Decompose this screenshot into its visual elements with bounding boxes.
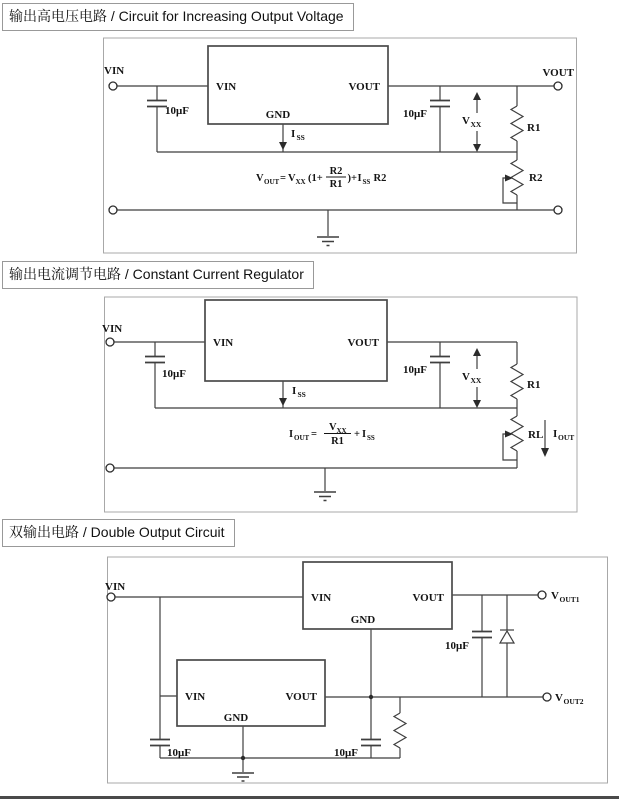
formula-iss-sub: SS (362, 178, 371, 186)
formula-frac-den: R1 (329, 179, 343, 190)
formula-vxx-sub: XX (295, 178, 306, 186)
ground-symbol (317, 237, 339, 246)
capacitor-value: 10μF (334, 747, 358, 759)
output2-capacitor (334, 740, 381, 760)
vout1-terminal-label (551, 590, 580, 604)
gnd-terminal-right (554, 206, 562, 214)
vin-terminal (106, 338, 114, 346)
formula-tail: R2 (373, 173, 387, 184)
rheostat-rl (503, 416, 543, 460)
wiper-arrow-icon (505, 431, 513, 438)
formula-frac-den: R1 (331, 436, 344, 447)
circuit-increasing-output-voltage (0, 32, 619, 260)
section-heading-double-output (2, 519, 235, 547)
arrow-down-icon (473, 144, 481, 152)
vout-terminal (554, 82, 562, 90)
ic-pin-vin: VIN (216, 81, 237, 93)
vin-terminal (109, 82, 117, 90)
ground-symbol (232, 773, 254, 781)
iout-current-arrow (541, 420, 574, 457)
resistor-r1 (511, 106, 540, 141)
iss-subscript: SS (296, 133, 305, 142)
ic-pin-vin: VIN (213, 337, 234, 349)
wiper-arrow-icon (505, 175, 513, 182)
arrow-down-icon (473, 400, 481, 408)
ic-pin-vin: VIN (311, 592, 332, 604)
resistor-label: R2 (529, 172, 543, 184)
output-current-formula (289, 422, 375, 447)
formula-plus: + (354, 429, 360, 440)
ground-symbol (314, 492, 336, 501)
vxx-subscript: XX (470, 120, 482, 129)
capacitor-symbol (361, 740, 381, 746)
formula-lhs: I (289, 429, 294, 440)
resistor-zigzag (511, 416, 523, 451)
formula-lhs: V (256, 173, 264, 184)
vin-terminal-label: VIN (105, 581, 126, 593)
ic-pin-vin: VIN (185, 691, 206, 703)
input-capacitor (147, 101, 189, 118)
formula-iss-sub: SS (367, 434, 375, 442)
vout2-main: V (555, 692, 563, 704)
formula-open: (1+ (308, 173, 323, 184)
resistor-label: R1 (527, 379, 541, 391)
junction-dot (369, 695, 373, 699)
gnd-terminal-left (106, 464, 114, 472)
vout2-terminal-label (555, 692, 584, 706)
load-resistor (394, 713, 406, 748)
formula-equals: = (280, 173, 286, 184)
diode (500, 630, 514, 643)
vin-terminal-label: VIN (104, 65, 125, 77)
capacitor-value: 10μF (162, 368, 186, 380)
vxx-voltage-annotation (462, 348, 482, 408)
capacitor-symbol (472, 632, 492, 638)
resistor-zigzag (511, 160, 523, 195)
formula-close: )+ (347, 173, 357, 184)
resistor-label: RL (528, 429, 544, 441)
arrow-down-icon (279, 142, 287, 150)
junction-dot (241, 756, 245, 760)
ground-bars (317, 237, 339, 246)
formula-frac-num: V (329, 422, 337, 433)
vin-terminal-label: VIN (102, 323, 123, 335)
iout-subscript: OUT (558, 433, 575, 442)
vxx-voltage-annotation (462, 92, 482, 152)
capacitor-value: 10μF (445, 640, 469, 652)
output-capacitor (403, 101, 450, 121)
ic-pin-gnd: GND (350, 614, 376, 626)
vout1-subscript: OUT1 (559, 595, 580, 604)
vout2-terminal (543, 693, 551, 701)
formula-lhs-sub: OUT (264, 178, 280, 186)
formula-frac-num: R2 (329, 166, 343, 177)
circuit-constant-current-regulator (0, 285, 619, 518)
ground-bars (314, 492, 336, 501)
input-capacitor (145, 357, 186, 381)
vin-terminal (107, 593, 115, 601)
ic-pin-gnd: GND (265, 109, 291, 121)
ground-bars (232, 773, 254, 781)
ic-pin-vout: VOUT (347, 337, 379, 349)
capacitor-symbol (147, 101, 167, 107)
formula-iss: I (362, 429, 367, 440)
resistor-zigzag (394, 713, 406, 748)
vxx-label: V (462, 115, 470, 127)
section-heading-increase-voltage (2, 3, 354, 31)
formula-lhs-sub: OUT (294, 434, 310, 442)
wiper-lead (503, 434, 517, 460)
ic-pin-vout: VOUT (285, 691, 317, 703)
formula-equals: = (311, 429, 317, 440)
vout1-terminal (538, 591, 546, 599)
vxx-subscript: XX (470, 376, 482, 385)
capacitor-value: 10μF (167, 747, 191, 759)
capacitor-symbol (145, 357, 165, 363)
input-capacitor (150, 740, 191, 760)
formula-vxx: V (288, 173, 296, 184)
capacitor-symbol (430, 101, 450, 107)
ic-pin-gnd: GND (223, 712, 249, 724)
arrow-up-icon (473, 348, 481, 356)
capacitor-symbol (150, 740, 170, 746)
iss-subscript: SS (297, 390, 306, 399)
ic-pin-vout: VOUT (348, 81, 380, 93)
capacitor-symbol (430, 357, 450, 363)
vxx-label: V (462, 371, 470, 383)
arrow-down-icon (279, 398, 287, 406)
output1-capacitor (445, 632, 492, 653)
circuit-double-output (0, 550, 619, 799)
iout-label: I (553, 428, 558, 440)
output-voltage-formula (256, 166, 386, 190)
formula-iss: I (357, 173, 362, 184)
diode-triangle-icon (500, 631, 514, 643)
ic-pin-vout: VOUT (412, 592, 444, 604)
gnd-terminal-left (109, 206, 117, 214)
output-capacitor (403, 357, 450, 377)
arrow-up-icon (473, 92, 481, 100)
formula-frac-num-sub: XX (336, 427, 347, 435)
section-heading-text: 输出高电压电路 / Circuit for Increasing Output Voltage (9, 8, 344, 24)
vout2-subscript: OUT2 (563, 697, 584, 706)
resistor-label: R1 (527, 122, 541, 134)
resistor-zigzag (511, 106, 523, 141)
iss-label: I (291, 128, 296, 140)
iss-label: I (292, 385, 297, 397)
arrow-down-icon (541, 448, 549, 457)
vout1-main: V (551, 590, 559, 602)
section-heading-text: 双输出电路 / Double Output Circuit (9, 524, 225, 540)
capacitor-value: 10μF (165, 105, 189, 117)
resistor-zigzag (511, 364, 523, 399)
wiper-lead (503, 178, 517, 203)
resistor-r1 (511, 364, 540, 399)
rheostat-r2 (503, 160, 543, 203)
capacitor-value: 10μF (403, 108, 427, 120)
capacitor-value: 10μF (403, 364, 427, 376)
vout-terminal-label: VOUT (542, 67, 574, 79)
section-heading-text: 输出电流调节电路 / Constant Current Regulator (9, 266, 304, 282)
